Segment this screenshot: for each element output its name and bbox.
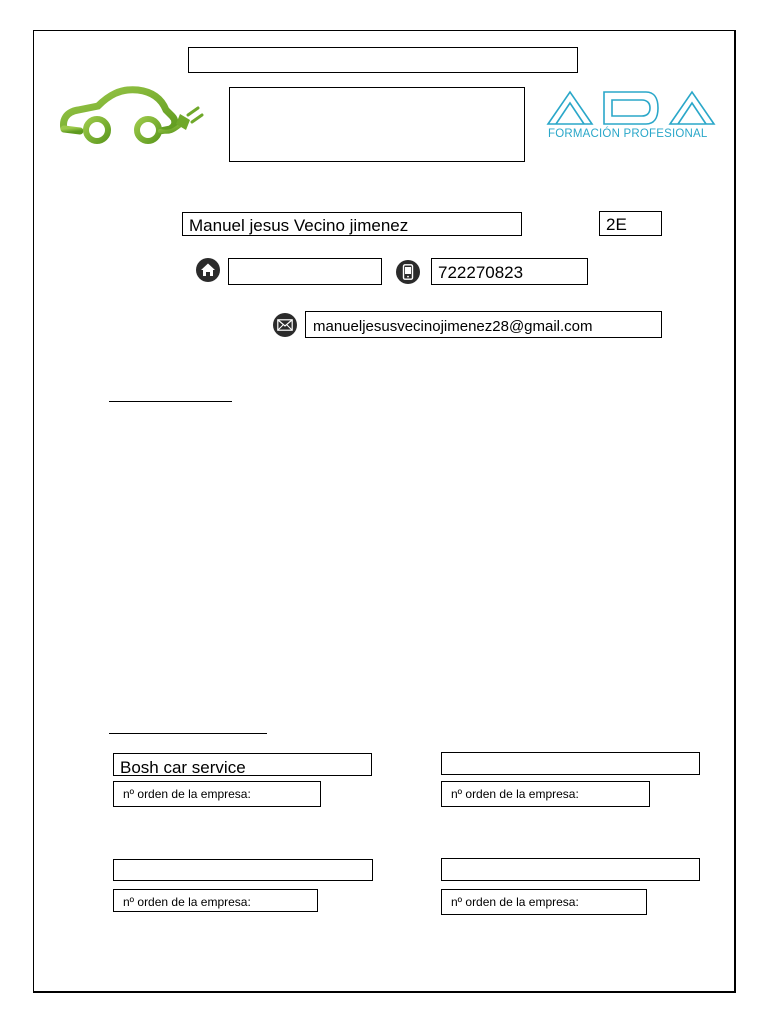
electric-car-logo xyxy=(58,84,208,154)
company-name-field-3[interactable] xyxy=(113,859,373,881)
mobile-phone-field[interactable]: 722270823 xyxy=(431,258,588,285)
student-group-field[interactable]: 2E xyxy=(599,211,662,236)
ada-logo-icon xyxy=(546,88,718,128)
mobile-phone-icon xyxy=(396,260,420,284)
student-name-field[interactable]: Manuel jesus Vecino jimenez xyxy=(182,212,522,236)
ada-logo xyxy=(546,88,726,148)
company-order-field-2[interactable]: nº orden de la empresa: xyxy=(441,781,650,807)
electric-car-logo-icon xyxy=(58,84,208,154)
document-page xyxy=(33,30,736,993)
title-box[interactable] xyxy=(188,47,578,73)
email-field[interactable]: manueljesusvecinojimenez28@gmail.com xyxy=(305,311,662,338)
ada-logo-subtitle: FORMACIÓN PROFESIONAL xyxy=(548,128,708,140)
center-header-box[interactable] xyxy=(229,87,525,162)
company-name-field-2[interactable] xyxy=(441,752,700,775)
section-rule-2 xyxy=(109,733,267,734)
section-rule-1 xyxy=(109,401,232,402)
email-icon xyxy=(273,313,297,337)
company-name-field-4[interactable] xyxy=(441,858,700,881)
home-icon xyxy=(196,258,220,282)
home-phone-field[interactable] xyxy=(228,258,382,285)
company-order-field-1[interactable]: nº orden de la empresa: xyxy=(113,781,321,807)
company-order-field-4[interactable]: nº orden de la empresa: xyxy=(441,889,647,915)
company-name-field-1[interactable]: Bosh car service xyxy=(113,753,372,776)
company-order-field-3[interactable]: nº orden de la empresa: xyxy=(113,889,318,912)
